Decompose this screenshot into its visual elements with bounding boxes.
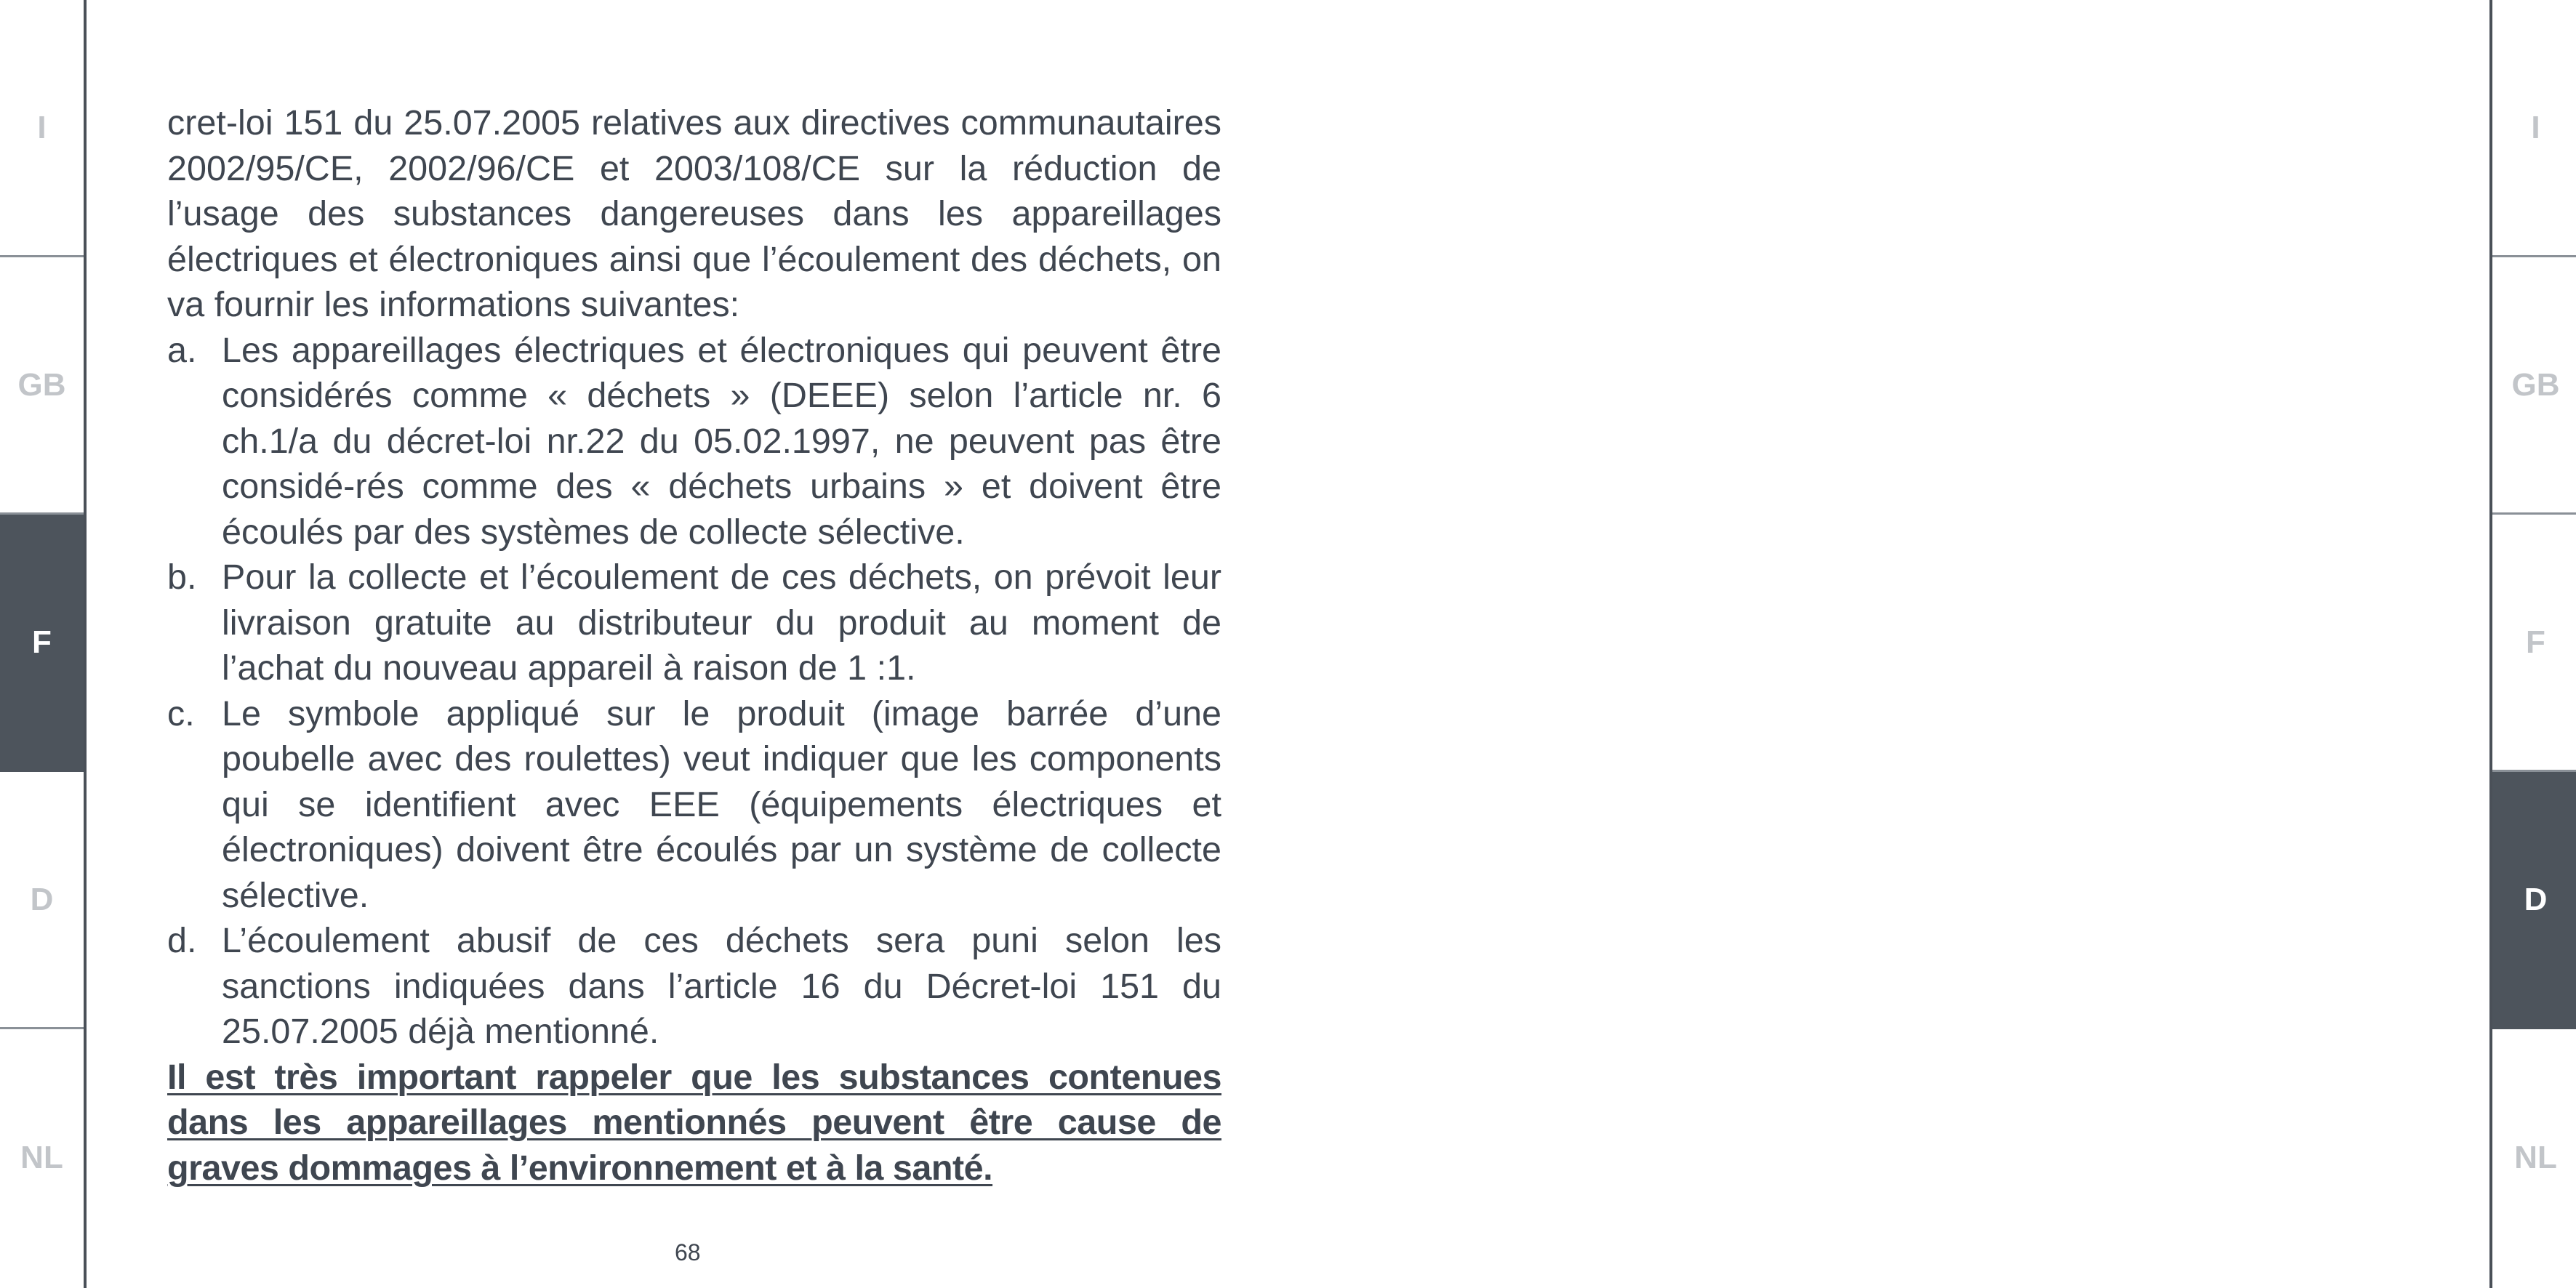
list-item (167, 691, 1221, 919)
tab-language-i-right[interactable]: I (2492, 0, 2576, 257)
list-item (167, 918, 1221, 1055)
list-item (167, 555, 1221, 691)
list-item-text: Le symbole appliqué sur le produit (image barrée d’une poubelle avec des roulettes) veut indiquer que les components qui se identifient avec EEE (équipements électriques et électroniques) doivent être écoulés par un système de collecte sélective. (222, 693, 1221, 915)
tab-language-i-left[interactable]: I (0, 0, 84, 257)
list-item-text: Pour la collecte et l’écoulement de ces déchets, on prévoit leur livraison gratuite au distributeur du produit au moment de l’achat du nouveau appareil à raison de 1 :1. (222, 558, 1221, 688)
tab-language-d-right[interactable]: D (2492, 772, 2576, 1029)
tab-language-f-right[interactable]: F (2492, 515, 2576, 772)
intro-paragraph: cret-loi 151 du 25.07.2005 relatives aux directives communautaires 2002/95/CE, 2002/96/CE et 2003/108/CE sur la réduction de l’usage des substances dangereuses dans les appareillages électriques et électroniques ainsi que l’écoulement des déchets, on va fournir les informations suivantes: (167, 103, 1221, 324)
list-marker: b. (167, 558, 197, 597)
tab-language-gb-left[interactable]: GB (0, 257, 84, 515)
list-item-text: L’écoulement abusif de ces déchets sera puni selon les sanctions indiquées dans l’article 16 du Décret-loi 151 du 25.07.2005 déjà mentionné. (222, 921, 1221, 1051)
list-item-text: Les appareillages électriques et électroniques qui peuvent être considérés comme « déchets » (DEEE) selon l’article nr. 6 ch.1/a du décret-loi nr.22 du 05.02.1997, ne peuvent pas être considé-rés comme des « déchets urbains » et doivent être écoulés par des systèmes de collecte sélective. (222, 330, 1221, 552)
tab-language-gb-right[interactable]: GB (2492, 257, 2576, 515)
tab-language-f-left[interactable]: F (0, 515, 84, 772)
list-item (167, 328, 1221, 555)
environment-warning: Il est très important rappeler que les substances contenues dans les appareillages mentionnés peuvent être cause de graves dommages à l’environnement et à la santé. (167, 1057, 1221, 1188)
list-marker: d. (167, 921, 197, 960)
tab-language-nl-right[interactable]: NL (2514, 1140, 2557, 1175)
list-marker: c. (167, 693, 195, 733)
list-marker: a. (167, 330, 197, 370)
info-list (167, 328, 1221, 1055)
right-language-tabs (2489, 0, 2576, 1288)
page-number: 68 (675, 1239, 701, 1265)
tab-language-nl-left[interactable]: NL (20, 1140, 63, 1175)
tab-language-d-left[interactable]: D (0, 772, 84, 1029)
left-language-tabs (0, 0, 87, 1288)
document-body (167, 100, 1221, 1191)
